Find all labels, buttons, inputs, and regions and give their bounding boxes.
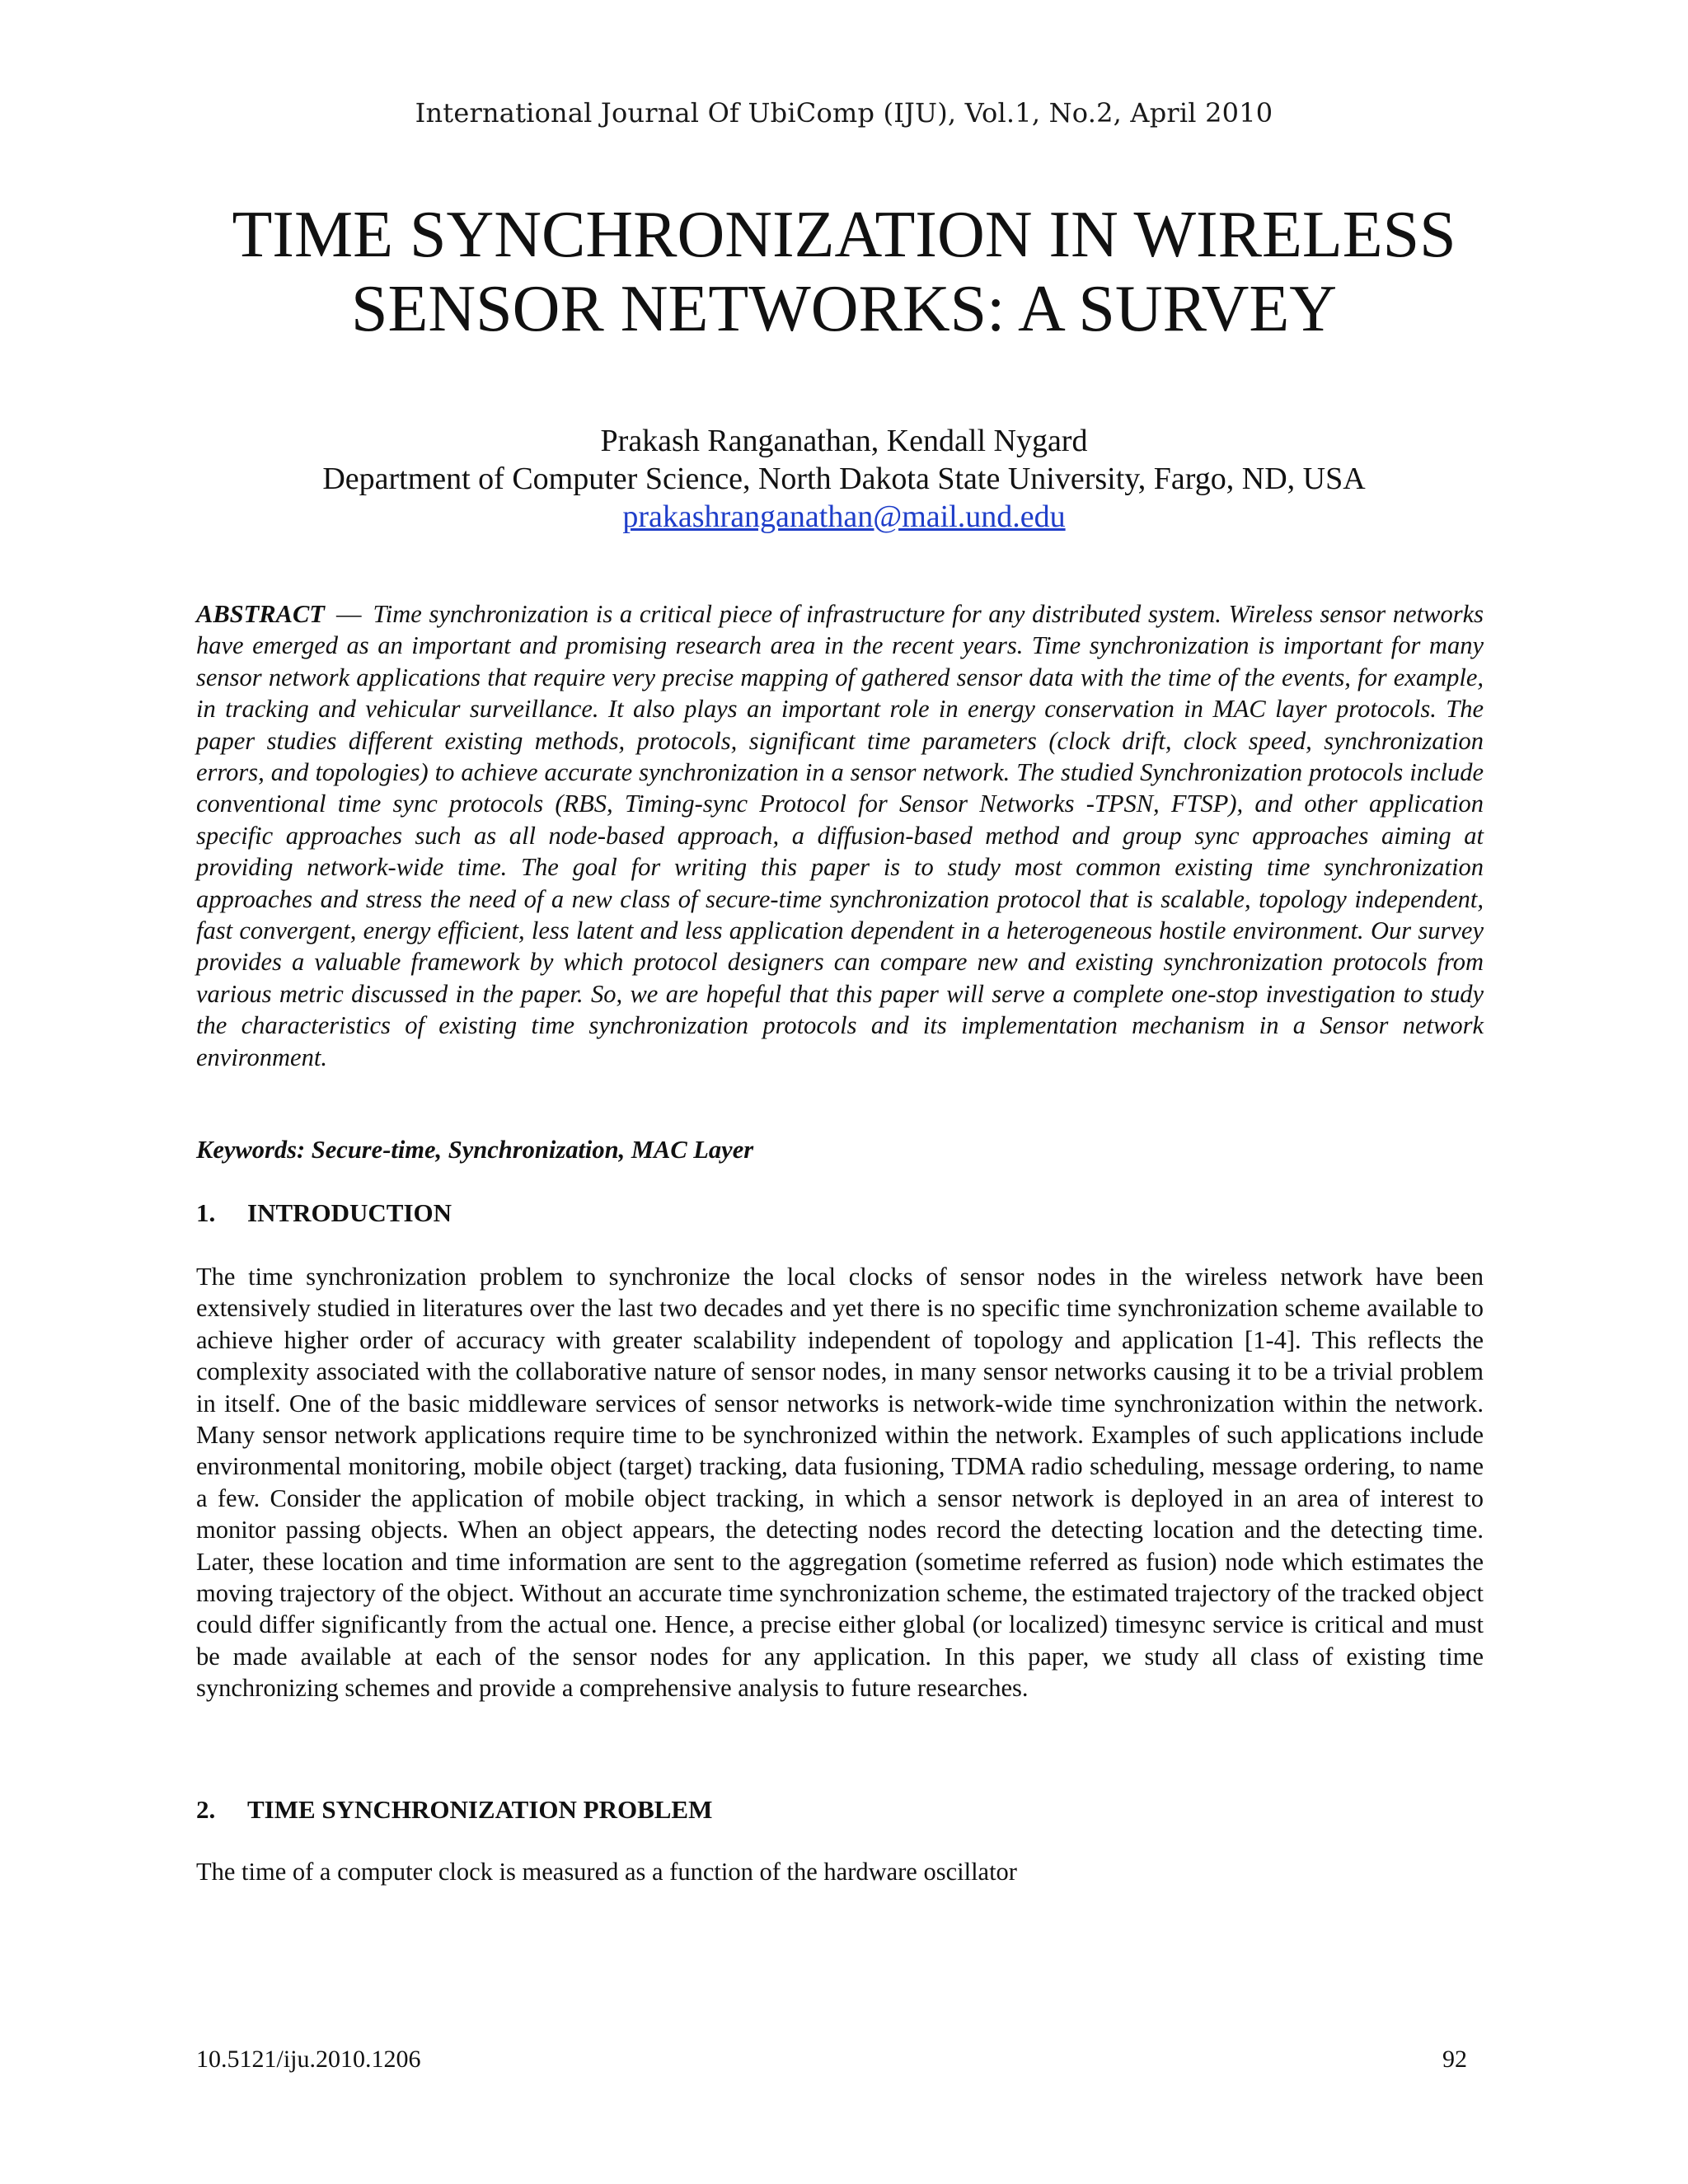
keywords: Keywords: Secure-time, Synchronization, MAC Layer [196, 1136, 754, 1164]
abstract-dash: — [335, 600, 362, 628]
section-number: 2. [196, 1795, 216, 1824]
section-title: TIME SYNCHRONIZATION PROBLEM [247, 1795, 713, 1824]
section-number: 1. [196, 1198, 216, 1227]
section-heading-time-synchronization-problem [196, 1795, 1484, 1825]
author-email-link[interactable]: prakashranganathan@mail.und.edu [622, 499, 1066, 534]
author-names: Prakash Ranganathan, Kendall Nygard [600, 424, 1088, 458]
section-title: INTRODUCTION [247, 1198, 452, 1227]
paper-title [115, 198, 1573, 346]
abstract [196, 598, 1484, 1073]
section-body-introduction: The time synchronization problem to synchronize the local clocks of sensor nodes in the wireless network have been extensively studied in literatures over the last two decades and yet there is no specific time synchronization scheme available to achieve higher order of accuracy with greater scalability independent of topology and application [1-4]. This reflects the complexity associated with the collaborative nature of sensor nodes, in many sensor networks causing it to be a trivial problem in itself. One of the basic middleware services of sensor networks is network-wide time synchronization within the network. Many sensor network applications require time to be synchronized within the network. Examples of such applications include environmental monitoring, mobile object (target) tracking, data fusioning, TDMA radio scheduling, message ordering, to name a few. Consider the application of mobile object tracking, in which a sensor network is deployed in an area of interest to monitor passing objects. When an object appears, the detecting nodes record the detecting location and the detecting time. Later, these location and time information are sent to the aggregation (sometime referred as fusion) node which estimates the moving trajectory of the object. Without an accurate time synchronization scheme, the estimated trajectory of the tracked object could differ significantly from the actual one. Hence, a precise either global (or localized) timesync service is critical and must be made available at each of the sensor nodes for any application. In this paper, we study all class of existing time synchronizing schemes and provide a comprehensive analysis to future researches. [196, 1263, 1484, 1703]
section-heading-introduction [196, 1198, 1484, 1228]
section-body-time-synchronization-problem: The time of a computer clock is measured as a function of the hardware oscillator [196, 1858, 1017, 1886]
author-block [0, 422, 1688, 536]
abstract-text: Time synchronization is a critical piece of infrastructure for any distributed system. Wireless sensor networks have emerged as an important and promising research area in the recent years. Time synchronization is important for many sensor network applications that require very precise mapping of gathered sensor data with the time of the events, for example, in tracking and vehicular surveillance. It also plays an important role in energy conservation in MAC layer protocols. The paper studies different existing methods, protocols, significant time parameters (clock drift, clock speed, synchronization errors, and topologies) to achieve accurate synchronization in a sensor network. The studied Synchronization protocols include conventional time sync protocols (RBS, Timing-sync Protocol for Sensor Networks -TPSN, FTSP), and other application specific approaches such as all node-based approach, a diffusion-based method and group sync approaches aiming at providing network-wide time. The goal for writing this paper is to study most common existing time synchronization approaches and stress the need of a new class of secure-time synchronization protocol that is scalable, topology independent, fast convergent, energy efficient, less latent and less application dependent in a heterogeneous hostile environment. Our survey provides a valuable framework by which protocol designers can compare new and existing synchronization protocols from various metric discussed in the paper. So, we are hopeful that this paper will serve a complete one-stop investigation to study the characteristics of existing time synchronization protocols and its implementation mechanism in a Sensor network environment. [196, 600, 1484, 1071]
footer-page-number: 92 [1442, 2046, 1467, 2073]
running-header: International Journal Of UbiComp (IJU), Vol.1, No.2, April 2010 [415, 97, 1273, 129]
paper-title-line-2: SENSOR NETWORKS: A SURVEY [351, 273, 1337, 345]
paper-title-line-1: TIME SYNCHRONIZATION IN WIRELESS [232, 199, 1456, 271]
author-affiliation: Department of Computer Science, North Dakota State University, Fargo, ND, USA [322, 462, 1366, 496]
footer-doi: 10.5121/iju.2010.1206 [196, 2046, 421, 2073]
abstract-label: ABSTRACT [196, 600, 325, 628]
